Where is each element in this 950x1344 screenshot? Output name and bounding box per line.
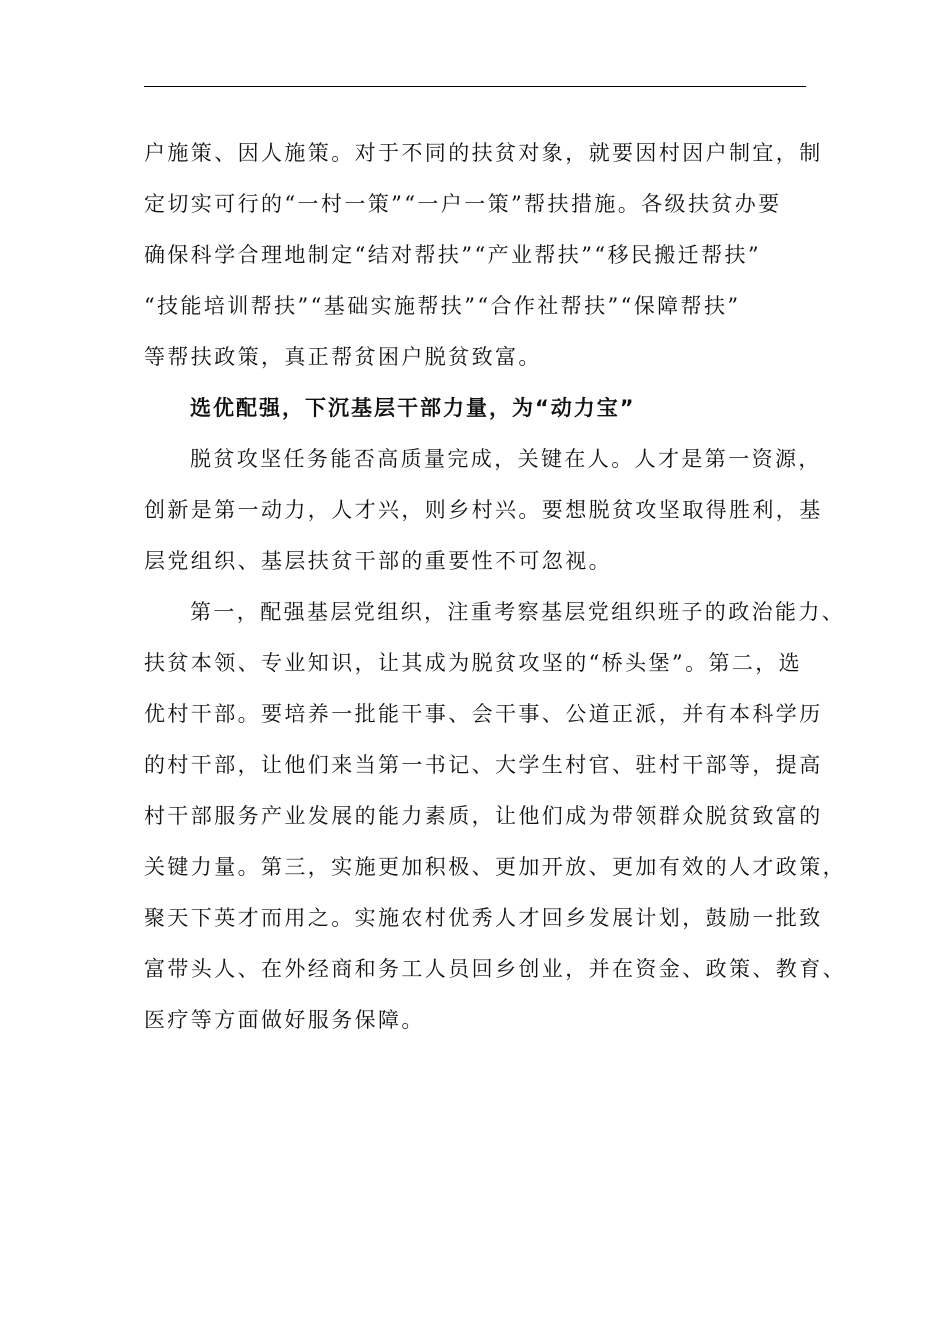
- section-heading-text: 选优配强，下沉基层干部力量，为“动力宝”: [190, 396, 636, 420]
- paragraph-1: [144, 128, 823, 383]
- text-line: 创新是第一动力，人才兴，则乡村兴。要想脱贫攻坚取得胜利，基: [144, 498, 823, 522]
- text-line: 富带头人、在外经商和务工人员回乡创业，并在资金、政策、教育、: [144, 957, 846, 981]
- section-heading: [144, 383, 806, 434]
- text-line: 第一，配强基层党组织，注重考察基层党组织班子的政治能力、: [190, 600, 846, 624]
- paragraph-2: [144, 434, 823, 587]
- text-line: 层党组织、基层扶贫干部的重要性不可忽视。: [144, 549, 612, 573]
- text-line: 定切实可行的“一村一策”“一户一策”帮扶措施。各级扶贫办要: [144, 192, 782, 216]
- paragraph-3: [144, 587, 846, 1046]
- text-line: 等帮扶政策，真正帮贫困户脱贫致富。: [144, 345, 542, 369]
- text-line: 户施策、因人施策。对于不同的扶贫对象，就要因村因户制宜，制: [144, 141, 823, 165]
- header-rule: [144, 86, 806, 87]
- text-line: 聚天下英才而用之。实施农村优秀人才回乡发展计划，鼓励一批致: [144, 906, 823, 930]
- text-line: 的村干部，让他们来当第一书记、大学生村官、驻村干部等，提高: [144, 753, 823, 777]
- text-line: 关键力量。第三，实施更加积极、更加开放、更加有效的人才政策，: [144, 855, 846, 879]
- text-line: 脱贫攻坚任务能否高质量完成，关键在人。人才是第一资源，: [190, 447, 822, 471]
- document-body: [144, 128, 846, 1046]
- text-line: 优村干部。要培养一批能干事、会干事、公道正派，并有本科学历: [144, 702, 823, 726]
- text-line: 村干部服务产业发展的能力素质，让他们成为带领群众脱贫致富的: [144, 804, 823, 828]
- text-line: 医疗等方面做好服务保障。: [144, 1008, 425, 1032]
- text-line: 确保科学合理地制定“结对帮扶”“产业帮扶”“移民搬迁帮扶”: [144, 243, 762, 267]
- text-line: “技能培训帮扶”“基础实施帮扶”“合作社帮扶”“保障帮扶”: [144, 294, 741, 318]
- text-line: 扶贫本领、专业知识，让其成为脱贫攻坚的“桥头堡”。第二，选: [144, 651, 803, 675]
